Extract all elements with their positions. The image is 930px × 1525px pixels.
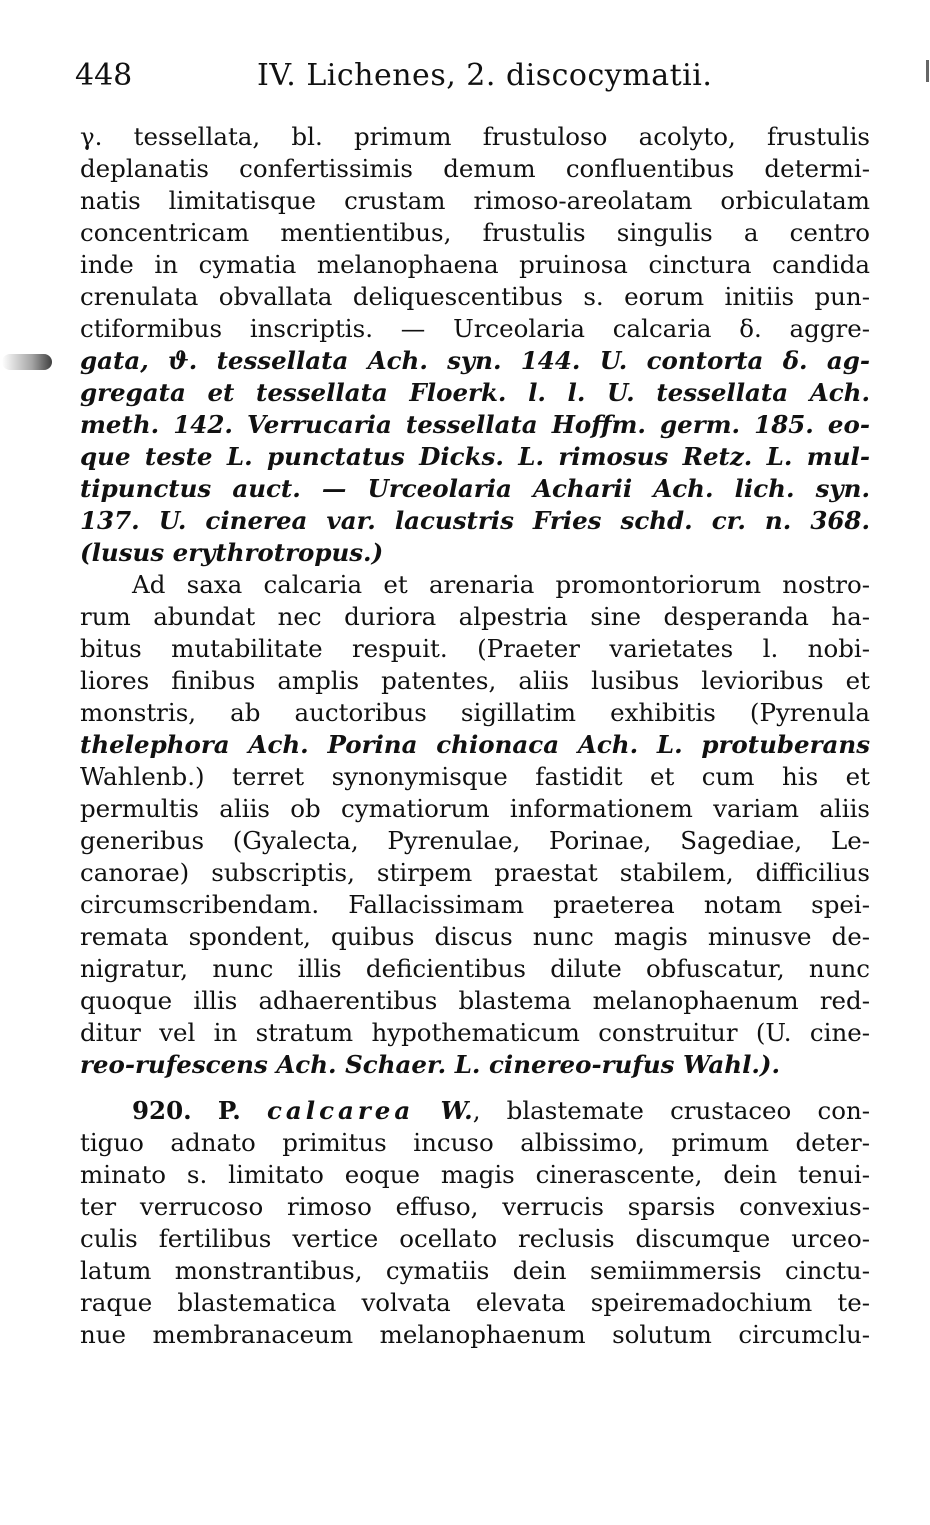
- text-line: inde in cymatia melanophaena pruinosa cinctura candida: [80, 250, 870, 279]
- entry-number: 920.: [132, 1096, 192, 1125]
- text-line: permultis aliis ob cymatiorum informationem variam aliis: [80, 794, 870, 823]
- text-line: canorae) subscriptis, stirpem praestat stabilem, difficilius: [80, 858, 870, 887]
- text-line: remata spondent, quibus discus nunc magis minusve de-: [80, 922, 870, 951]
- text-line: liores finibus amplis patentes, aliis lusibus levioribus et: [80, 666, 870, 695]
- page-number: 448: [75, 58, 133, 93]
- text-line: Ad saxa calcaria et arenaria promontoriorum nostro-: [132, 570, 870, 599]
- text-line: 137. U. cinerea var. lacustris Fries schd. cr. n. 368.: [80, 506, 870, 535]
- text-line: Wahlenb.) terret synonymisque fastidit et cum his et: [80, 762, 870, 791]
- text-line: latum monstrantibus, cymatiis dein semiimmersis cinctu-: [80, 1256, 870, 1285]
- text-line: generibus (Gyalecta, Pyrenulae, Porinae, Sagediae, Le-: [80, 826, 870, 855]
- text-line: rum abundat nec duriora alpestria sine desperanda ha-: [80, 602, 870, 631]
- text-line: gata, ϑ. tessellata Ach. syn. 144. U. contorta δ. ag-: [80, 346, 870, 375]
- margin-smudge: [2, 354, 52, 370]
- text-line: quoque illis adhaerentibus blastema melanophaenum red-: [80, 986, 870, 1015]
- text-line: concentricam mentientibus, frustulis singulis a centro: [80, 218, 870, 247]
- entry-author: W.: [440, 1096, 473, 1125]
- text-line: thelephora Ach. Porina chionaca Ach. L. protuberans: [80, 730, 870, 759]
- text-line: natis limitatisque crustam rimoso-areolatam orbiculatam: [80, 186, 870, 215]
- edge-mark: [926, 60, 929, 82]
- text-line: circumscribendam. Fallacissimam praeterea notam spei-: [80, 890, 870, 919]
- text-line: ter verrucoso rimoso effuso, verrucis sparsis convexius-: [80, 1192, 870, 1221]
- text-line: nigratur, nunc illis deficientibus dilute obfuscatur, nunc: [80, 954, 870, 983]
- entry-species: calcarea: [266, 1096, 415, 1125]
- species-entry-heading: [80, 1094, 870, 1128]
- text-line: nue membranaceum melanophaenum solutum circumclu-: [80, 1320, 870, 1349]
- text-line: crenulata obvallata deliquescentibus s. eorum initiis pun-: [80, 282, 870, 311]
- text-line: γ. tessellata, bl. primum frustuloso acolyto, frustulis: [80, 122, 870, 151]
- text-line: tipunctus auct. — Urceolaria Acharii Ach. lich. syn.: [80, 474, 870, 503]
- text-line: culis fertilibus vertice ocellato reclusis discumque urceo-: [80, 1224, 870, 1253]
- text-line: que teste L. punctatus Dicks. L. rimosus Retz. L. mul-: [80, 442, 870, 471]
- text-line: gregata et tessellata Floerk. l. l. U. tessellata Ach.: [80, 378, 870, 407]
- entry-text: , blastemate crustaceo con-: [472, 1096, 870, 1125]
- text-line: bitus mutabilitate respuit. (Praeter varietates l. nobi-: [80, 634, 870, 663]
- entry-genus: P.: [217, 1096, 241, 1125]
- text-line: tiguo adnato primitus incuso albissimo, primum deter-: [80, 1128, 870, 1157]
- text-line: raque blastematica volvata elevata speiremadochium te-: [80, 1288, 870, 1317]
- text-line: meth. 142. Verrucaria tessellata Hoffm. germ. 185. eo-: [80, 410, 870, 439]
- text-line: reo-rufescens Ach. Schaer. L. cinereo-rufus Wahl.).: [80, 1050, 781, 1079]
- text-line: minato s. limitato eoque magis cinerascente, dein tenui-: [80, 1160, 870, 1189]
- text-line: ctiformibus inscriptis. — Urceolaria calcaria δ. aggre-: [80, 314, 870, 343]
- text-line: (lusus erythrotropus.): [80, 538, 384, 567]
- text-line: ditur vel in stratum hypothematicum construitur (U. cine-: [80, 1018, 870, 1047]
- text-line: deplanatis confertissimis demum confluentibus determi-: [80, 154, 870, 183]
- running-title: IV. Lichenes, 2. discocymatii.: [257, 58, 713, 93]
- text-line: monstris, ab auctoribus sigillatim exhibitis (Pyrenula: [80, 698, 870, 727]
